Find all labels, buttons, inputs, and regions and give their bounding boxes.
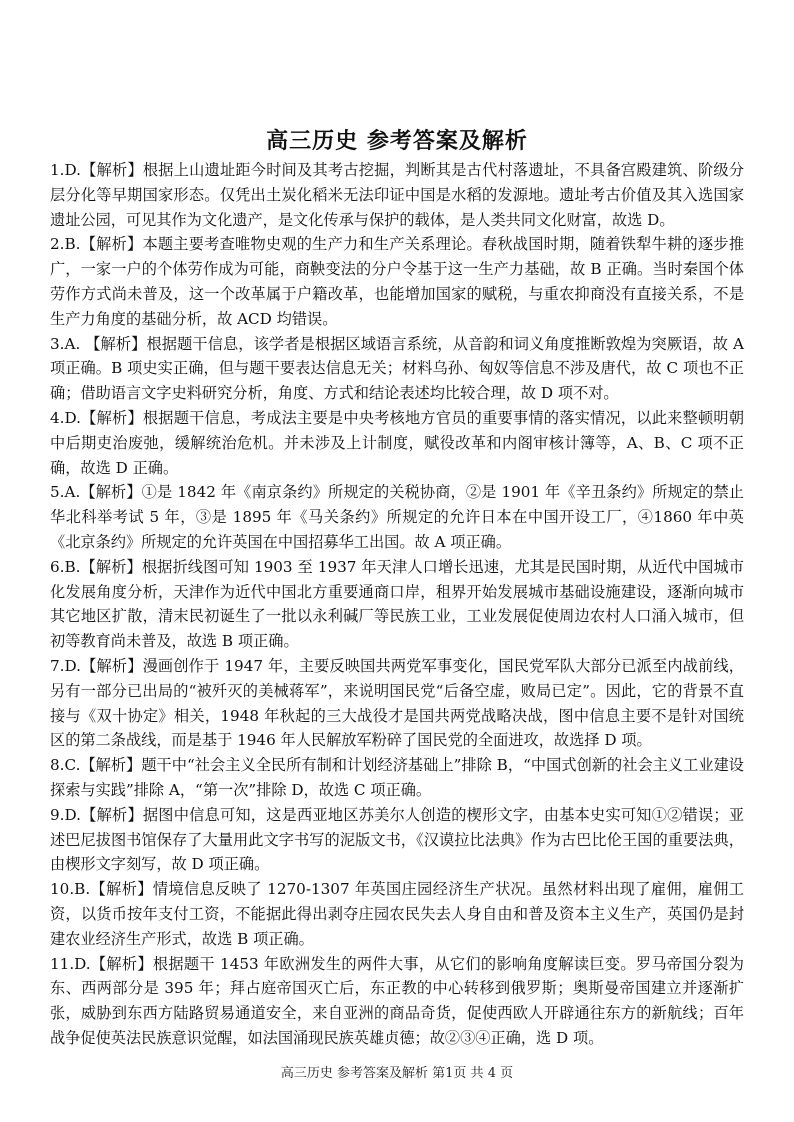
answer-item-10 (50, 877, 744, 951)
page-title: 高三历史 参考答案及解析 (266, 129, 528, 154)
answer-item-8 (50, 753, 744, 803)
answer-explanation: 【解析】据图中信息可知，这是西亚地区苏美尔人创造的楔形文字，由基本史实可知①②错误；亚述巴尼拔图书馆保存了大量用此文字书写的泥版文书，《汉谟拉比法典》作为古巴比伦王国的重要法典，由楔形文字刻写，故 D 项正确。 (50, 805, 744, 874)
answer-explanation: 【解析】①是 1842 年《南京条约》所规定的关税协商，②是 1901 年《辛丑条约》所规定的禁止华北科举考试 5 年，③是 1895 年《马关条约》所规定的允许日本在中国开设工厂，④1860 年中英《北京条约》所规定的允许英国在中国招募华工出国。故 A 项正确。 (50, 483, 744, 551)
answer-number: 5.A. (50, 483, 81, 502)
answer-item-7 (50, 654, 744, 753)
answer-number: 6.B. (50, 557, 81, 576)
answer-number: 7.D. (50, 656, 81, 675)
answer-number: 11.D. (50, 954, 91, 973)
answer-number: 2.B. (50, 235, 81, 254)
answer-item-4 (50, 406, 744, 480)
answer-item-9 (50, 803, 744, 877)
answer-item-3 (50, 332, 744, 406)
answer-number: 9.D. (50, 805, 81, 824)
answer-explanation: 【解析】根据题干信息，考成法主要是中央考核地方官员的重要事情的落实情况，以此来整顿明朝中后期吏治废弛，缓解统治危机。并未涉及上计制度，赋役改革和内阁审核计簿等，A、B、C 项不正确，故选 D 正确。 (50, 408, 744, 477)
page-footer: 高三历史 参考答案及解析 第1页 共 4 页 (280, 1066, 514, 1081)
answer-list (50, 158, 744, 1051)
answer-number: 10.B. (50, 880, 91, 899)
answer-explanation: 【解析】本题主要考查唯物史观的生产力和生产关系理论。春秋战国时期，随着铁犁牛耕的逐步推广，一家一户的个体劳作成为可能，商鞅变法的分户令基于这一生产力基础，故 B 正确。当时秦国个体劳作方式尚未普及，这一个改革属于户籍改革，也能增加国家的赋税，与重农抑商没有直接关系，不是生产力角度的基础分析，故 ACD 均错误。 (50, 235, 744, 328)
answer-explanation: 【解析】题干中“社会主义全民所有制和计划经济基础上”排除 B，“中国式创新的社会主义工业建设探索与实践”排除 A，“第一次”排除 D，故选 C 项正确。 (50, 756, 744, 799)
answer-number: 8.C. (50, 756, 81, 775)
answer-item-5 (50, 480, 744, 554)
answer-explanation: 【解析】根据折线图可知 1903 至 1937 年天津人口增长迅速，尤其是民国时期，从近代中国城市化发展角度分析，天津作为近代中国北方重要通商口岸，租界开始发展城市基础设施建设，逐渐向城市其它地区扩散，清末民初诞生了一批以永利碱厂等民族工业，工业发展促使周边农村人口涌入城市，但初等教育尚未普及，故选 B 项正确。 (50, 557, 744, 651)
answer-number: 1.D. (50, 161, 81, 179)
answer-item-6 (50, 555, 744, 654)
answer-item-1 (50, 158, 744, 232)
answer-explanation: 【解析】情境信息反映了 1270-1307 年英国庄园经济生产状况。虽然材料出现了雇佣，雇佣工资，以货币按年支付工资，不能据此得出剥夺庄园农民失去人身自由和普及资本主义生产，英国仍是封建农业经济生产形式，故选 B 项正确。 (50, 880, 744, 948)
answer-item-11 (50, 952, 744, 1051)
answer-number: 3.A. (50, 334, 81, 353)
answer-explanation: 【解析】根据题干 1453 年欧洲发生的两件大事，从它们的影响角度解读巨变。罗马帝国分裂为东、西两部分是 395 年；拜占庭帝国灭亡后，东正教的中心转移到俄罗斯；奥斯曼帝国建立并逐渐扩张，威胁到东西方陆路贸易通道安全，来自亚洲的商品奇货，促使西欧人开辟通往东方的新航线；百年战争促使英法民族意识觉醒，如法国涌现民族英雄贞德；故②③④正确，选 D 项。 (50, 954, 744, 1047)
answer-explanation: 【解析】漫画创作于 1947 年，主要反映国共两党军事变化，国民党军队大部分已派至内战前线，另有一部分已出局的“被歼灭的美械蒋军”，来说明国民党“后备空虚，败局已定”。因此，它的背景不直接与《双十协定》相关，1948 年秋起的三大战役才是国共两党战略决战，图中信息主要不是针对国统区的第二条战线，而是基于 1946 年人民解放军粉碎了国民党的全面进攻，故选择 D 项。 (50, 656, 744, 750)
answer-explanation: 【解析】根据上山遗址距今时间及其考古挖掘，判断其是古代村落遗址，不具备宫殿建筑、阶级分层分化等早期国家形态。仅凭出土炭化稻米无法印证中国是水稻的发源地。遗址考古价值及其入选国家遗址公园，可见其作为文化遗产，是文化传承与保护的载体，是人类共同文化财富，故选 D。 (50, 161, 744, 229)
answer-item-2 (50, 232, 744, 331)
answer-number: 4.D. (50, 408, 81, 427)
answer-explanation: 【解析】根据题干信息，该学者是根据区域语言系统，从音韵和词义角度推断敦煌为突厥语，故 A 项正确。B 项史实正确，但与题干要表达信息无关；材料乌孙、匈奴等信息不涉及唐代，故 C 项也不正确；借助语言文字史料研究分析，角度、方式和结论表述均比较合理，故 D 项不对。 (50, 334, 744, 403)
